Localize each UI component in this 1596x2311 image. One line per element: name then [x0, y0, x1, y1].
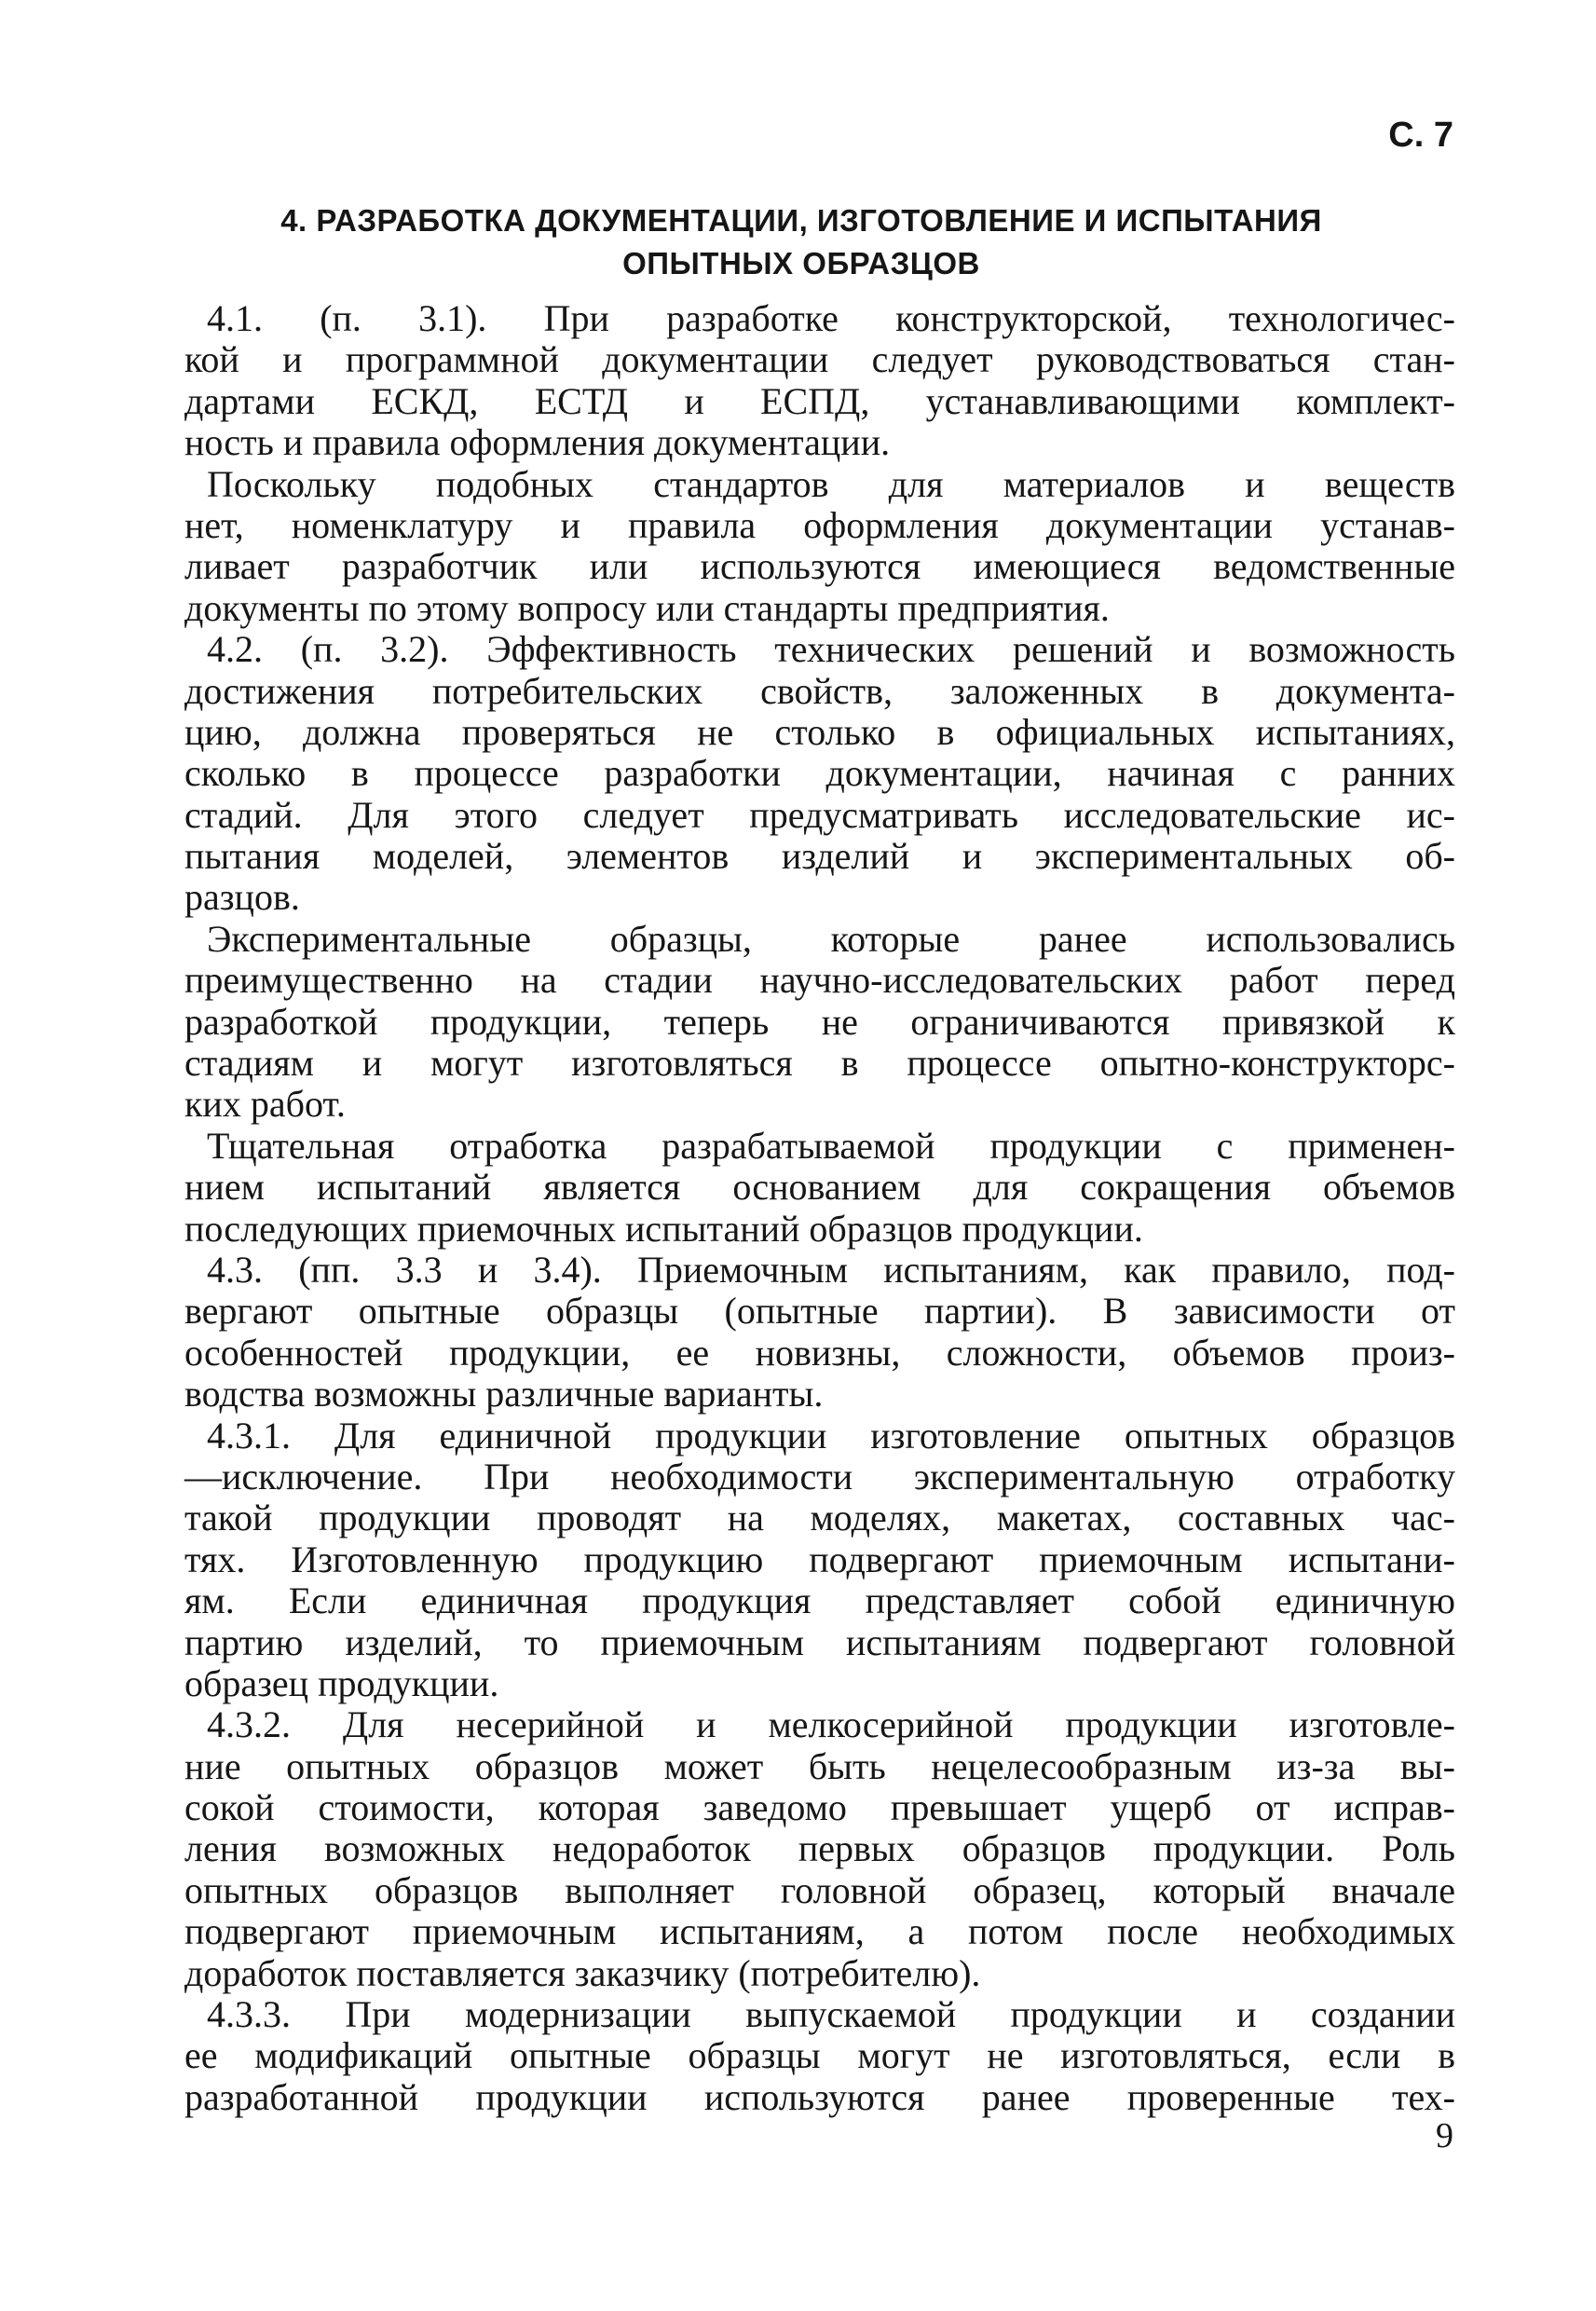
text-line: 4.3.1. Для единичной продукции изготовление опытных образцов — [207, 1414, 1455, 1456]
text-line: 4.3.3. При модернизации выпускаемой продукции и создании — [207, 1993, 1455, 2036]
text-line: кой и программной документации следует руководствоваться стан- — [184, 338, 1455, 381]
text-line: стадиям и могут изготовляться в процессе опытно-конструкторс- — [184, 1042, 1455, 1085]
text-line: дартами ЕСКД, ЕСТД и ЕСПД, устанавливающими комплект- — [184, 379, 1455, 422]
text-line: —исключение. При необходимости экспериментальную отработку — [184, 1455, 1455, 1497]
text-line: разработкой продукции, теперь не ограничиваются привязкой к — [184, 1000, 1455, 1043]
text-line: такой продукции проводят на моделях, макетах, составных час- — [184, 1497, 1455, 1539]
text-line: цию, должна проверяться не столько в официальных испытаниях, — [184, 710, 1455, 753]
text-line: преимущественно на стадии научно-исследовательских работ перед — [184, 959, 1455, 1002]
text-line: 4.3.2. Для несерийной и мелкосерийной продукции изготовле- — [207, 1703, 1455, 1746]
text-line: 4.3. (пп. 3.3 и 3.4). Приемочным испытаниям, как правило, под- — [207, 1248, 1455, 1291]
section-heading — [214, 199, 1388, 285]
text-line: образец продукции. — [184, 1661, 499, 1704]
text-line: ления возможных недоработок первых образцов продукции. Роль — [184, 1827, 1455, 1870]
text-line: ее модификаций опытные образцы могут не изготовляться, если в — [184, 2034, 1455, 2077]
text-line: нием испытаний является основанием для сокращения объемов — [184, 1166, 1455, 1209]
text-line: разцов. — [184, 876, 300, 919]
text-line: 4.1. (п. 3.1). При разработке конструкторской, технологичес- — [207, 297, 1455, 339]
text-line: подвергают приемочным испытаниям, а потом после необходимых — [184, 1910, 1455, 1953]
text-line: особенностей продукции, ее новизны, сложности, объемов произ- — [184, 1331, 1455, 1374]
text-line: ям. Если единичная продукция представляет собой единичную — [184, 1579, 1455, 1622]
text-line: сколько в процессе разработки документации, начиная с ранних — [184, 752, 1455, 795]
text-line: документы по этому вопросу или стандарты предприятия. — [184, 586, 1110, 629]
text-line: разработанной продукции используются ранее проверенные тех- — [184, 2075, 1455, 2118]
text-line: 4.2. (п. 3.2). Эффективность технических решений и возможность — [207, 628, 1455, 671]
text-line: вергают опытные образцы (опытные партии). В зависимости от — [184, 1290, 1455, 1333]
text-line: достижения потребительских свойств, заложенных в документа- — [184, 669, 1455, 712]
text-line: ние опытных образцов может быть нецелесообразным из-за вы- — [184, 1744, 1455, 1787]
text-line: водства возможны различные варианты. — [184, 1373, 824, 1415]
text-line: пытания моделей, элементов изделий и экспериментальных об- — [184, 835, 1455, 878]
text-line: нет, номенклатуру и правила оформления документации устанав- — [184, 503, 1455, 546]
text-line: Экспериментальные образцы, которые ранее использовались — [207, 917, 1455, 960]
text-line: партию изделий, то приемочным испытаниям подвергают головной — [184, 1620, 1455, 1663]
text-line: тях. Изготовленную продукцию подвергают приемочным испытани- — [184, 1538, 1455, 1580]
text-line: ность и правила оформления документации. — [184, 421, 891, 464]
text-line: сокой стоимости, которая заведомо превышает ущерб от исправ- — [184, 1786, 1455, 1829]
page-number: 9 — [1436, 2116, 1453, 2155]
section-title-line-2: ОПЫТНЫХ ОБРАЗЦОВ — [622, 246, 980, 280]
text-line: ких работ. — [184, 1083, 346, 1126]
text-line: доработок поставляется заказчику (потребителю). — [184, 1951, 981, 1994]
text-line: ливает разработчик или используются имеющиеся ведомственные — [184, 545, 1455, 588]
page-label: С. 7 — [1388, 116, 1453, 155]
text-line: последующих приемочных испытаний образцов продукции. — [184, 1207, 1143, 1250]
text-line: Поскольку подобных стандартов для материалов и веществ — [207, 462, 1455, 505]
text-line: опытных образцов выполняет головной образец, который вначале — [184, 1868, 1455, 1911]
section-title-line-1: 4. РАЗРАБОТКА ДОКУМЕНТАЦИИ, ИЗГОТОВЛЕНИЕ И ИСПЫТАНИЯ — [280, 203, 1322, 238]
text-line: Тщательная отработка разрабатываемой продукции с применен- — [207, 1124, 1455, 1167]
body-text — [184, 298, 1455, 2118]
text-line: стадий. Для этого следует предусматривать исследовательские ис- — [184, 793, 1455, 836]
